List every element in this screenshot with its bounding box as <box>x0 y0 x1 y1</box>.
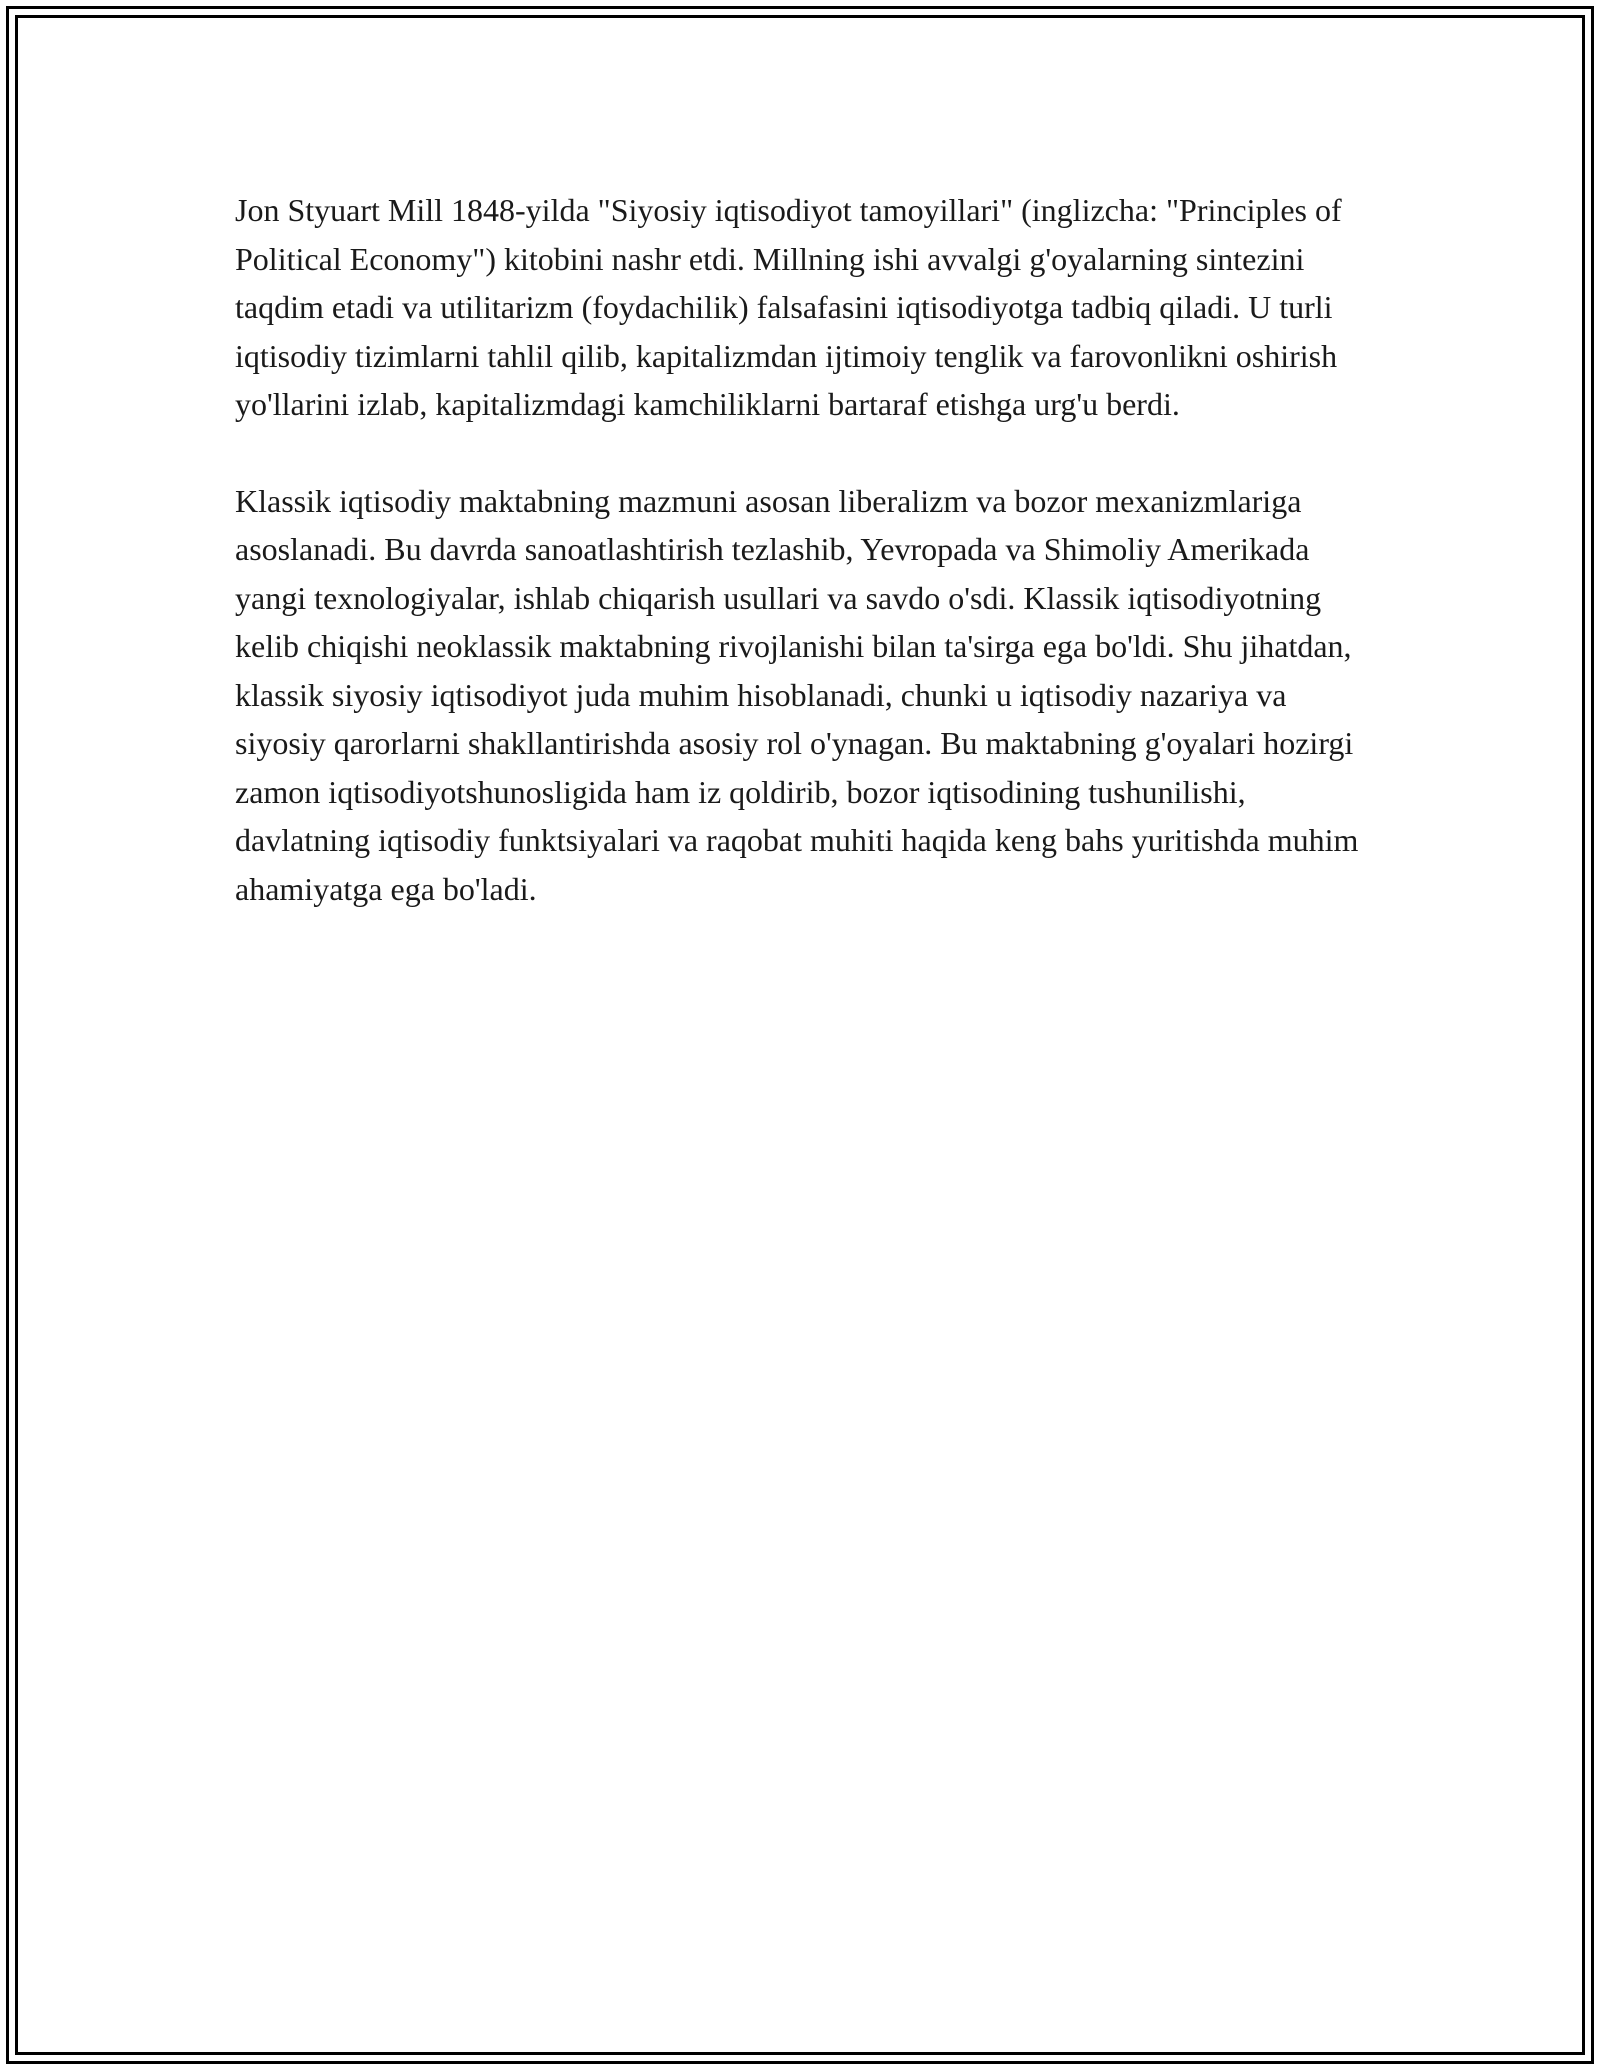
document-body <box>235 186 1385 961</box>
paragraph-2: Klassik iqtisodiy maktabning mazmuni asosan liberalizm va bozor mexanizmlariga asoslanadi. Bu davrda sanoatlashtirish tezlashib, Yevropada va Shimoliy Amerikada yangi texnologiyalar, ishlab chiqarish usullari va savdo o'sdi. Klassik iqtisodiyotning kelib chiqishi neoklassik maktabning rivojlanishi bilan ta'sirga ega bo'ldi. Shu jihatdan, klassik siyosiy iqtisodiyot juda muhim hisoblanadi, chunki u iqtisodiy nazariya va siyosiy qarorlarni shakllantirishda asosiy rol o'ynagan. Bu maktabning g'oyalari hozirgi zamon iqtisodiyotshunosligida ham iz qoldirib, bozor iqtisodining tushunilishi, davlatning iqtisodiy funktsiyalari va raqobat muhiti haqida keng bahs yuritishda muhim ahamiyatga ega bo'ladi. <box>235 482 1359 907</box>
paragraph-1: Jon Styuart Mill 1848-yilda "Siyosiy iqtisodiyot tamoyillari" (inglizcha: "Principles of Political Economy") kitobini nashr etdi. Millning ishi avvalgi g'oyalarning sintezini taqdim etadi va utilitarizm (foydachilik) falsafasini iqtisodiyotga tadbiq qiladi. U turli iqtisodiy tizimlarni tahlil qilib, kapitalizmdan ijtimoiy tenglik va farovonlikni oshirish yo'llarini izlab, kapitalizmdagi kamchiliklarni bartaraf etishga urg'u berdi. <box>235 192 1342 422</box>
